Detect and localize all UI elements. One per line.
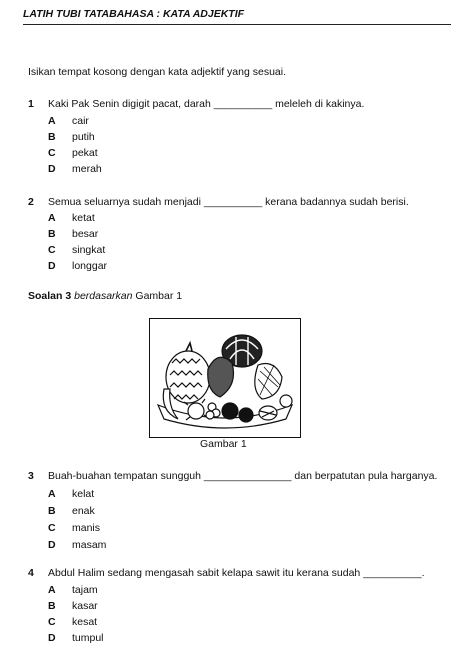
option-b[interactable]: B besar <box>48 228 99 240</box>
instruction-text: Isikan tempat kosong dengan kata adjektif yang sesuai. <box>28 66 286 78</box>
option-c[interactable]: C manis <box>48 522 101 534</box>
option-b[interactable]: B kasar <box>48 600 98 612</box>
option-d[interactable]: D longgar <box>48 260 108 272</box>
option-b[interactable]: B putih <box>48 131 95 143</box>
option-c[interactable]: C kesat <box>48 616 98 628</box>
option-a[interactable]: A cair <box>48 115 89 127</box>
option-b[interactable]: B enak <box>48 505 95 517</box>
question-text: Buah-buahan tempatan sungguh _______________ dan berpatutan pula harganya. <box>48 470 438 482</box>
question-text: Abdul Halim sedang mengasah sabit kelapa sawit itu kerana sudah __________. <box>48 567 425 579</box>
option-d[interactable]: D tumpul <box>48 632 104 644</box>
figure-caption: Gambar 1 <box>200 438 247 450</box>
question-number: 4 <box>28 567 34 579</box>
option-c[interactable]: C pekat <box>48 147 98 159</box>
option-a[interactable]: A ketat <box>48 212 95 224</box>
question-text: Kaki Pak Senin digigit pacat, darah __________ meleleh di kakinya. <box>48 98 365 110</box>
question-number: 2 <box>28 196 34 208</box>
option-a[interactable]: A kelat <box>48 488 95 500</box>
question-number: 3 <box>28 470 34 482</box>
option-d[interactable]: D masam <box>48 539 107 551</box>
question-number: 1 <box>28 98 34 110</box>
worksheet-title: LATIH TUBI TATABAHASA : KATA ADJEKTIF <box>23 8 451 25</box>
option-d[interactable]: D merah <box>48 163 102 175</box>
figure-frame <box>149 318 301 438</box>
section-label: Soalan 3 berdasarkan Gambar 1 <box>28 290 183 302</box>
option-c[interactable]: C singkat <box>48 244 106 256</box>
option-a[interactable]: A tajam <box>48 584 98 596</box>
question-text: Semua seluarnya sudah menjadi __________ kerana badannya sudah berisi. <box>48 196 409 208</box>
fruit-basket-illustration <box>150 319 300 437</box>
